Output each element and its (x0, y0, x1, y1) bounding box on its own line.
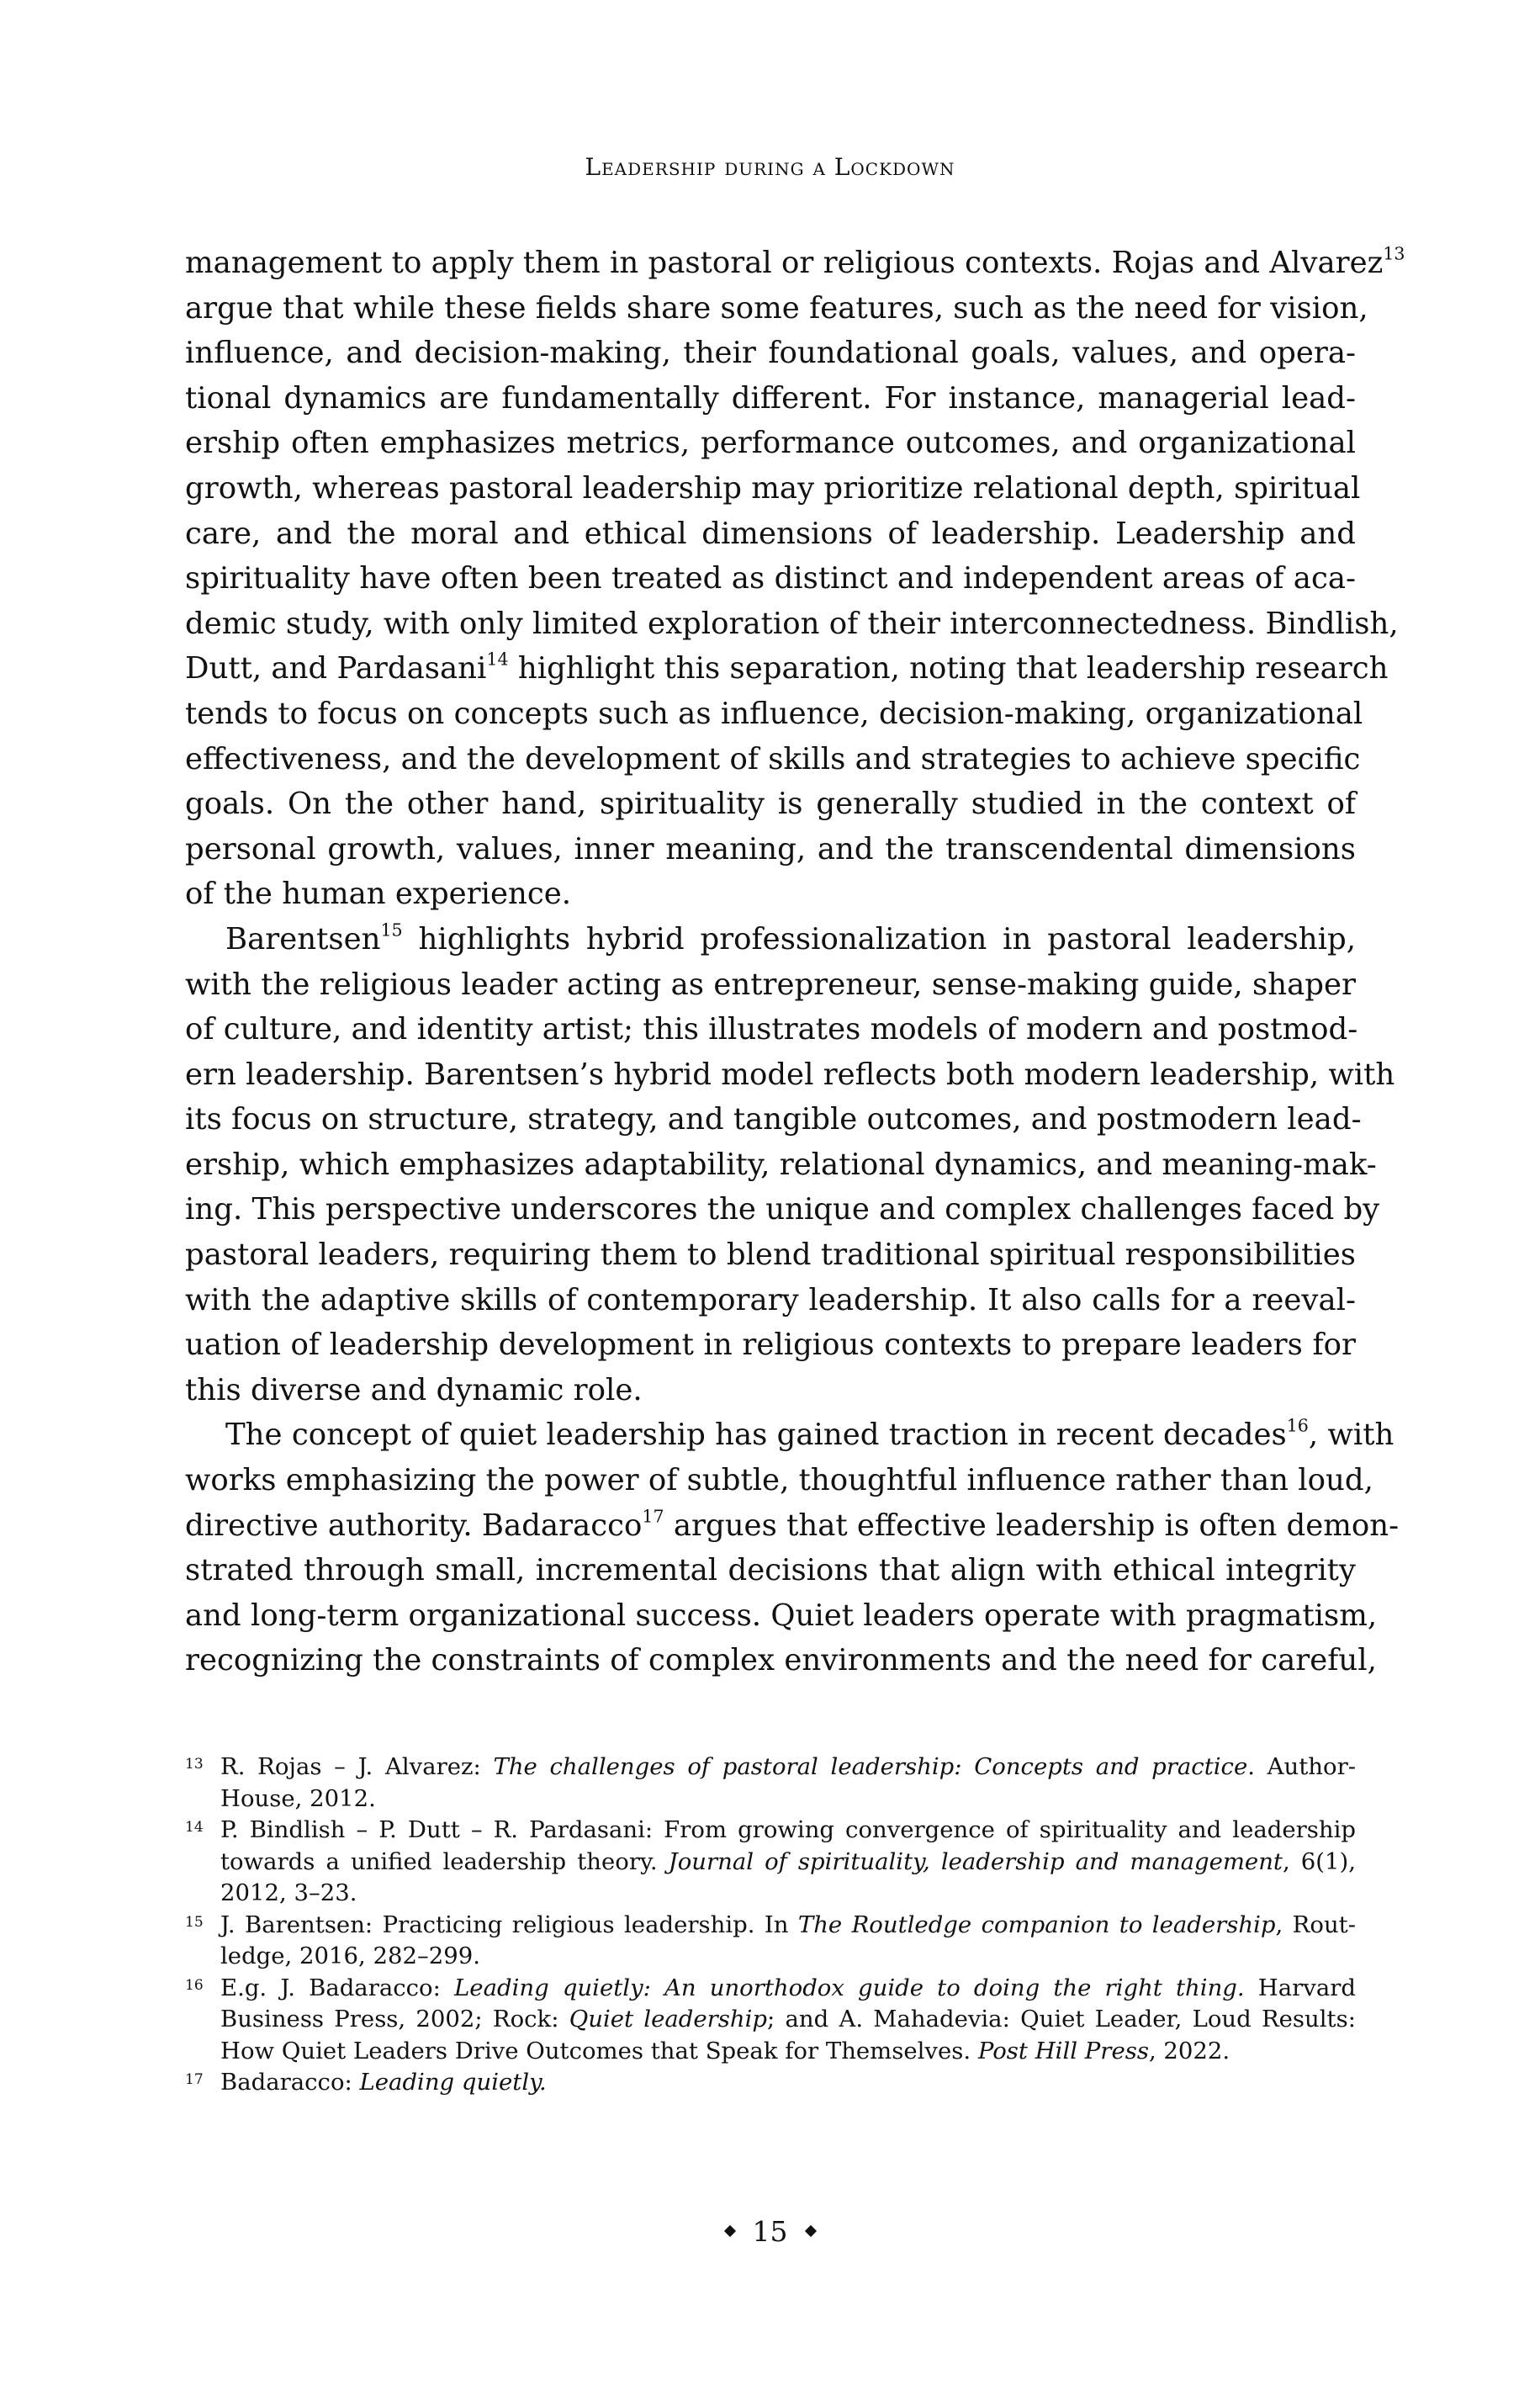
text-line: and long-term organizational success. Quiet leaders operate with pragmatism, (185, 1598, 1378, 1633)
footnote-number: 15 (185, 1913, 204, 1931)
text-line: directive authority. Badaracco$^{17}$ argues that effective leadership is often demon- (185, 1506, 1400, 1543)
text-line: demic study, with only limited exploration of their interconnectedness. Bindlish, (185, 606, 1399, 641)
text-line: strated through small, incremental decisions that align with ethical integrity (185, 1553, 1356, 1588)
text-line: management to apply them in pastoral or religious contexts. Rojas and Alvarez$^{13}$ (185, 243, 1405, 280)
text-line: tends to focus on concepts such as influence, decision-making, organizational (185, 696, 1363, 731)
footnote-line: E.g. J. Badaracco: Leading quietly: An unorthodox guide to doing the right thing. Harvard (220, 1974, 1356, 2001)
footnote-17 (185, 2067, 1356, 2099)
page-number: 15 (752, 2215, 788, 2248)
footnotes (185, 1752, 1356, 2099)
text-line: influence, and decision-making, their foundational goals, values, and opera- (185, 336, 1356, 371)
text-line: pastoral leaders, requiring them to blend traditional spiritual responsibilities (185, 1238, 1356, 1273)
text-line: recognizing the constraints of complex environments and the need for careful, (185, 1643, 1377, 1678)
running-head: Leadership during a Lockdown (585, 153, 955, 181)
paragraph (185, 241, 1405, 917)
text-line: its focus on structure, strategy, and tangible outcomes, and postmodern lead- (185, 1102, 1362, 1137)
text-line: of the human experience. (185, 877, 572, 912)
text-line: works emphasizing the power of subtle, thoughtful influence rather than loud, (185, 1463, 1373, 1498)
footnote-number: 17 (185, 2071, 204, 2088)
text-line: Dutt, and Pardasani$^{14}$ highlight this separation, noting that leadership research (185, 649, 1389, 686)
text-line: care, and the moral and ethical dimensions of leadership. Leadership and (185, 516, 1356, 551)
text-line: spirituality have often been treated as distinct and independent areas of aca- (185, 561, 1356, 596)
footnote-line: How Quiet Leaders Drive Outcomes that Speak for Themselves. Post Hill Press, 2022. (220, 2037, 1230, 2064)
text-line: tional dynamics are fundamentally different. For instance, managerial lead- (185, 380, 1356, 416)
footnote-number: 14 (185, 1819, 204, 1836)
footnote-line: ledge, 2016, 282–299. (220, 1942, 480, 1969)
text-line: of culture, and identity artist; this illustrates models of modern and postmod- (185, 1012, 1358, 1047)
text-line: Barentsen$^{15}$ highlights hybrid professionalization in pastoral leadership, (225, 920, 1356, 957)
page-footer (0, 2215, 1540, 2248)
footnote-line: 2012, 3–23. (220, 1879, 357, 1906)
text-line: uation of leadership development in religious contexts to prepare leaders for (185, 1328, 1356, 1363)
text-line: ing. This perspective underscores the unique and complex challenges faced by (185, 1192, 1380, 1227)
footnote-line: R. Rojas – J. Alvarez: The challenges of pastoral leadership: Concepts and practice. Author- (220, 1753, 1357, 1780)
diamond-ornament-icon (723, 2225, 735, 2237)
paragraph (185, 917, 1395, 1413)
footnote-reference[interactable]: 17 (642, 1506, 664, 1527)
footnote-reference[interactable]: 15 (380, 920, 403, 941)
footnote-line: P. Bindlish – P. Dutt – R. Pardasani: From growing convergence of spirituality and leadership (220, 1816, 1356, 1843)
paragraph (185, 1412, 1400, 1683)
footnote-16 (185, 1973, 1356, 2068)
footnote-reference[interactable]: 13 (1383, 243, 1405, 264)
footnote-line: towards a unified leadership theory. Journal of spirituality, leadership and management, 6(1), (220, 1847, 1356, 1875)
text-line: this diverse and dynamic role. (185, 1372, 643, 1407)
text-line: ern leadership. Barentsen’s hybrid model reflects both modern leadership, with (185, 1057, 1395, 1092)
text-line: effectiveness, and the development of skills and strategies to achieve specific (185, 741, 1361, 776)
footnote-line: Business Press, 2002; Rock: Quiet leadership; and A. Mahadevia: Quiet Leader, Loud Results: (220, 2006, 1356, 2033)
text-line: with the adaptive skills of contemporary leadership. It also calls for a reeval- (185, 1282, 1356, 1317)
body-text (185, 241, 1405, 1683)
footnote-reference[interactable]: 14 (486, 649, 509, 670)
text-line: goals. On the other hand, spirituality is generally studied in the context of (185, 787, 1356, 822)
footnote-15 (185, 1910, 1356, 1973)
footnote-number: 16 (185, 1976, 204, 1994)
text-line: personal growth, values, inner meaning, and the transcendental dimensions (185, 831, 1356, 867)
footnote-number: 13 (185, 1756, 204, 1773)
footnote-line: House, 2012. (220, 1784, 376, 1812)
text-line: ership often emphasizes metrics, performance outcomes, and organizational (185, 426, 1356, 461)
footnote-line: Badaracco: Leading quietly. (220, 2069, 547, 2096)
footnote-14 (185, 1815, 1356, 1910)
text-line: growth, whereas pastoral leadership may prioritize relational depth, spiritual (185, 470, 1361, 506)
text-line: The concept of quiet leadership has gained traction in recent decades$^{16}$, with (225, 1416, 1394, 1453)
footnote-reference[interactable]: 16 (1286, 1416, 1309, 1436)
text-line: ership, which emphasizes adaptability, relational dynamics, and meaning-mak- (185, 1147, 1377, 1182)
footnote-line: J. Barentsen: Practicing religious leadership. In The Routledge companion to leadership, Rout- (220, 1911, 1356, 1938)
text-line: with the religious leader acting as entrepreneur, sense-making guide, shaper (185, 967, 1356, 1002)
text-line: argue that while these fields share some features, such as the need for vision, (185, 290, 1368, 326)
diamond-ornament-icon (804, 2225, 816, 2237)
footnote-13 (185, 1752, 1356, 1815)
